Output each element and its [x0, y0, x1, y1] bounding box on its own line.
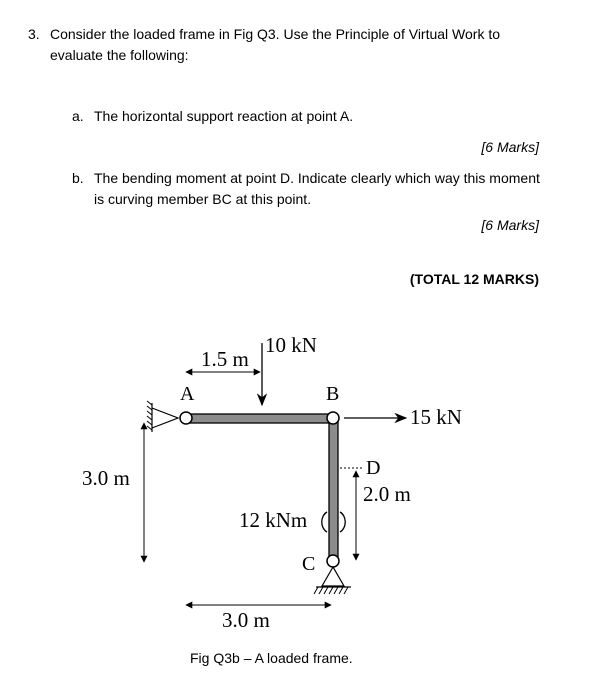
label-height: 3.0 m [82, 466, 130, 490]
pin-c [327, 555, 339, 567]
label-d: D [366, 457, 381, 479]
label-b: B [326, 383, 340, 405]
member-ab [185, 414, 335, 423]
part-a-text: The horizontal support reaction at point A. [94, 108, 354, 124]
total-marks: (TOTAL 12 MARKS) [409, 271, 539, 287]
part-a-marks: [6 Marks] [481, 139, 539, 155]
part-a-label: a. [72, 108, 84, 124]
figure-caption: Fig Q3b – A loaded frame. [190, 650, 353, 666]
label-moment: 12 kNm [239, 508, 308, 532]
pin-support-a [147, 401, 178, 432]
label-1-5m: 1.5 m [201, 347, 249, 371]
part-b-text-line2: is curving member BC at this point. [94, 191, 312, 207]
question-intro-line1: Consider the loaded frame in Fig Q3. Use the Principle of Virtual Work to [50, 26, 501, 42]
question-intro-line2: evaluate the following: [50, 47, 189, 63]
part-b-label: b. [72, 170, 84, 186]
label-10kn: 10 kN [265, 333, 317, 357]
part-b-marks: [6 Marks] [481, 217, 539, 233]
pin-a [180, 412, 192, 424]
pin-b [327, 412, 339, 424]
part-b-text-line1: The bending moment at point D. Indicate clearly which way this moment [94, 170, 540, 186]
pin-support-c [314, 567, 351, 594]
label-c: C [302, 553, 316, 575]
label-15kn: 15 kN [410, 405, 462, 429]
label-span: 3.0 m [222, 608, 270, 632]
question-number: 3. [28, 26, 40, 42]
label-a: A [180, 383, 195, 405]
label-2m: 2.0 m [363, 482, 411, 506]
member-bc [329, 418, 338, 560]
